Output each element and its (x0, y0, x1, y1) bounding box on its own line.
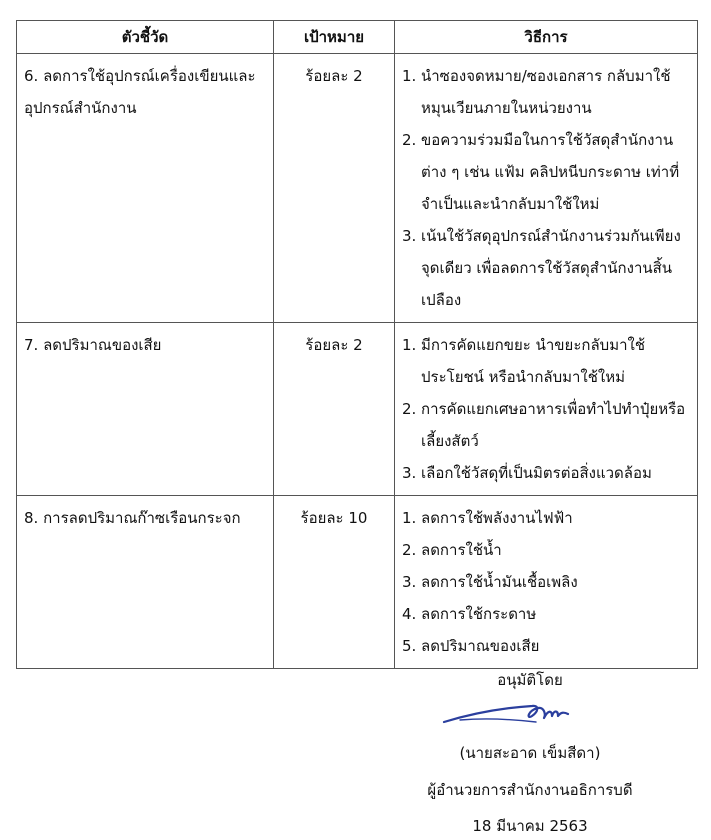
methods-cell (395, 54, 698, 323)
method-item (402, 534, 690, 566)
method-item (402, 124, 690, 220)
method-item (402, 457, 690, 489)
indicator-cell (17, 54, 274, 323)
method-text: มีการคัดแยกขยะ นำขยะกลับมาใช้ประโยชน์ หรือนำกลับมาใช้ใหม่ (421, 336, 646, 386)
methods-list (402, 502, 690, 662)
indicator-table (16, 20, 698, 669)
method-text: ลดการใช้น้ำมันเชื้อเพลิง (421, 573, 578, 591)
methods-cell (395, 496, 698, 669)
approver-name: (นายสะอาด เข็มสีดา) (459, 744, 601, 762)
method-number: 2. (402, 541, 417, 559)
method-number: 3. (402, 227, 417, 245)
method-text: นำซองจดหมาย/ซองเอกสาร กลับมาใช้หมุนเวียนภายในหน่วยงาน (421, 67, 671, 117)
header-methods: วิธีการ (395, 21, 698, 54)
table-header-row (17, 21, 698, 54)
method-text: การคัดแยกเศษอาหารเพื่อทำไปทำปุ๋ยหรือเลี้ยงสัตว์ (421, 400, 686, 450)
target-cell: ร้อยละ 2 (274, 323, 395, 496)
indicator-cell (17, 323, 274, 496)
method-number: 2. (402, 400, 417, 418)
method-text: ลดการใช้กระดาษ (421, 605, 537, 623)
method-text: เลือกใช้วัสดุที่เป็นมิตรต่อสิ่งแวดล้อม (421, 464, 652, 482)
method-text: ลดการใช้น้ำ (421, 541, 502, 559)
method-item (402, 630, 690, 662)
method-number: 4. (402, 605, 417, 623)
method-text: ลดการใช้พลังงานไฟฟ้า (421, 509, 573, 527)
table-row (17, 54, 698, 323)
signature-image (440, 692, 580, 742)
header-target: เป้าหมาย (274, 21, 395, 54)
method-text: ขอความร่วมมือในการใช้วัสดุสำนักงานต่าง ๆ เช่น แฟ้ม คลิปหนีบกระดาษ เท่าที่จำเป็นและนำกลับมาใช้ใหม่ (421, 131, 680, 213)
methods-cell (395, 323, 698, 496)
method-item (402, 60, 690, 124)
table-row (17, 323, 698, 496)
method-item (402, 566, 690, 598)
approval-date: 18 มีนาคม 2563 (472, 817, 588, 835)
method-number: 1. (402, 67, 417, 85)
method-number: 5. (402, 637, 417, 655)
indicator-cell (17, 496, 274, 669)
methods-list (402, 60, 690, 316)
header-indicator: ตัวชี้วัด (17, 21, 274, 54)
target-cell: ร้อยละ 10 (274, 496, 395, 669)
indicator-text: 6. ลดการใช้อุปกรณ์เครื่องเขียนและอุปกรณ์สำนักงาน (24, 67, 256, 117)
method-item (402, 393, 690, 457)
approved-by-label: อนุมัติโดย (497, 671, 563, 689)
target-cell: ร้อยละ 2 (274, 54, 395, 323)
method-number: 2. (402, 131, 417, 149)
method-text: เน้นใช้วัสดุอุปกรณ์สำนักงานร่วมกันเพียงจุดเดียว เพื่อลดการใช้วัสดุสำนักงานสิ้นเปลือง (421, 227, 681, 309)
method-number: 1. (402, 336, 417, 354)
methods-list (402, 329, 690, 489)
method-number: 3. (402, 464, 417, 482)
method-item (402, 220, 690, 316)
table-row (17, 496, 698, 669)
method-text: ลดปริมาณของเสีย (421, 637, 540, 655)
indicator-text: 7. ลดปริมาณของเสีย (24, 336, 162, 354)
method-number: 1. (402, 509, 417, 527)
method-item (402, 329, 690, 393)
method-number: 3. (402, 573, 417, 591)
method-item (402, 502, 690, 534)
approver-position: ผู้อำนวยการสำนักงานอธิการบดี (427, 781, 633, 799)
indicator-text: 8. การลดปริมาณก๊าซเรือนกระจก (24, 509, 241, 527)
method-item (402, 598, 690, 630)
